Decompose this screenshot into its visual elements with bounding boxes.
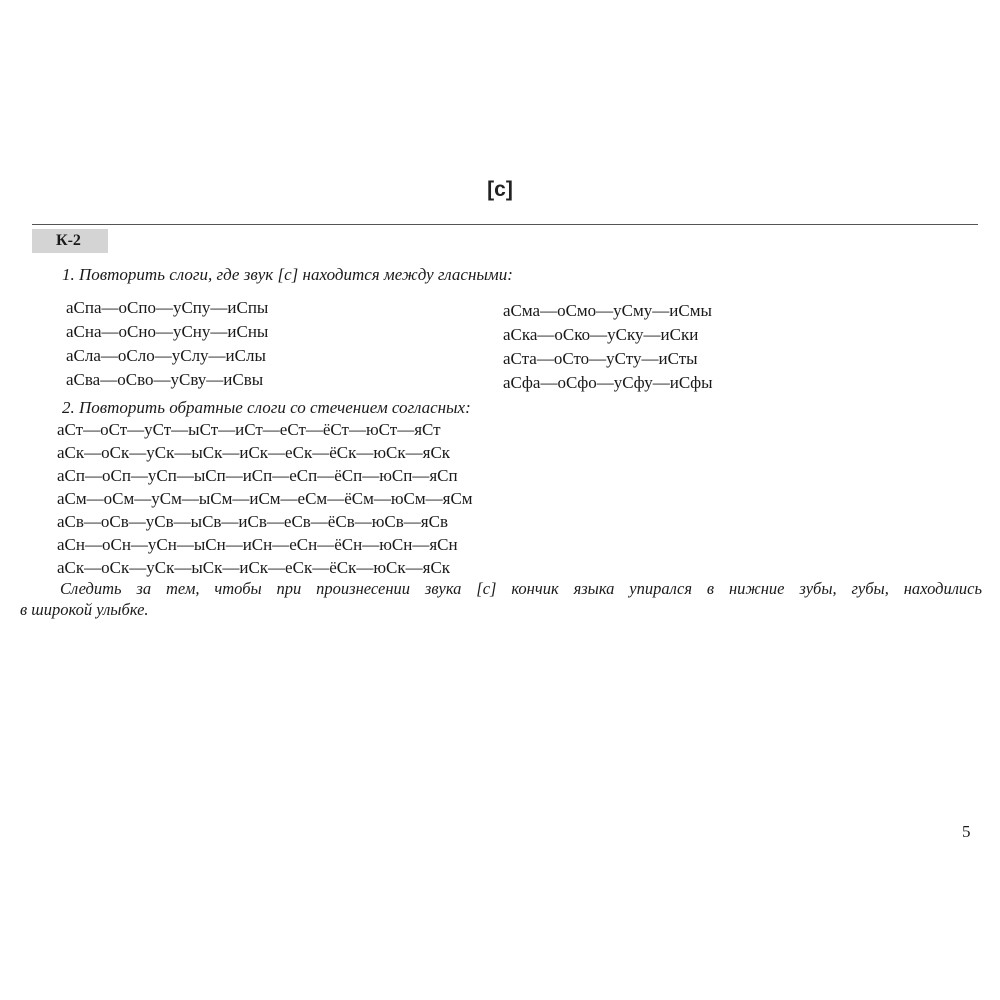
page-number: 5 xyxy=(962,822,971,841)
syllable-row: аСк—оСк—уСк—ыСк—иСк—еСк—ёСк—юСк—яСк xyxy=(57,558,451,577)
syllable-row: аСк—оСк—уСк—ыСк—иСк—еСк—ёСк—юСк—яСк xyxy=(57,443,451,462)
task1-right-column xyxy=(503,299,713,395)
task2-title: 2. Повторить обратные слоги со стечением согласных: xyxy=(62,398,471,417)
syllable-row: аСн—оСн—уСн—ыСн—иСн—еСн—ёСн—юСн—яСн xyxy=(57,535,458,554)
task1-title: 1. Повторить слоги, где звук [с] находится между гласными: xyxy=(62,265,513,284)
syllable-row: аСма—оСмо—уСму—иСмы xyxy=(503,301,712,320)
card-label: К-2 xyxy=(32,229,108,253)
syllable-row: аСт—оСт—уСт—ыСт—иСт—еСт—ёСт—юСт—яСт xyxy=(57,420,441,439)
task2-syllable-block xyxy=(57,418,473,579)
syllable-row: аСта—оСто—уСту—иСты xyxy=(503,349,698,368)
syllable-row: аСв—оСв—уСв—ыСв—иСв—еСв—ёСв—юСв—яСв xyxy=(57,512,448,531)
syllable-row: аСка—оСко—уСку—иСки xyxy=(503,325,699,344)
syllable-row: аСфа—оСфо—уСфу—иСфы xyxy=(503,373,713,392)
syllable-row: аСна—оСно—уСну—иСны xyxy=(66,322,269,341)
page-title: [с] xyxy=(487,178,513,201)
syllable-row: аСла—оСло—уСлу—иСлы xyxy=(66,346,266,365)
syllable-row: аСп—оСп—уСп—ыСп—иСп—еСп—ёСп—юСп—яСп xyxy=(57,466,458,485)
syllable-row: аСпа—оСпо—уСпу—иСпы xyxy=(66,298,269,317)
header-divider xyxy=(32,224,978,225)
note-line: Следить за тем, чтобы при произнесении звука [с] кончик языка упирался в нижние зубы, губы, находились xyxy=(60,579,982,598)
syllable-row: аСва—оСво—уСву—иСвы xyxy=(66,370,264,389)
instruction-note xyxy=(20,578,982,620)
task1-left-column xyxy=(66,296,268,392)
syllable-row: аСм—оСм—уСм—ыСм—иСм—еСм—ёСм—юСм—яСм xyxy=(57,489,473,508)
note-line: в широкой улыбке. xyxy=(20,600,149,619)
